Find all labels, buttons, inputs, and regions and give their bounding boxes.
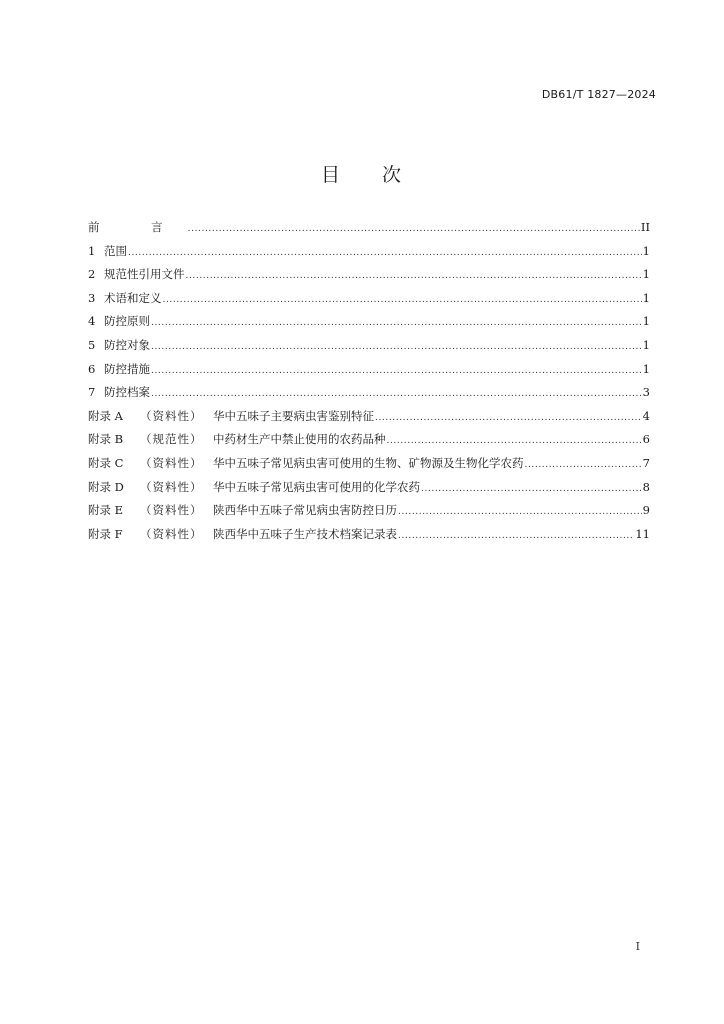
toc-entry-label: 防控原则 [104,314,150,329]
toc-entry-7[interactable] [88,384,650,408]
toc-entry-page: 3 [642,385,650,400]
toc-appendix-a[interactable] [88,408,650,432]
toc-appendix-f[interactable] [88,526,650,550]
toc-leader-dots [421,484,642,494]
toc-entry-label: 范围 [104,243,127,258]
toc-entry-number: 3 [88,290,96,305]
toc-appendix-e[interactable] [88,502,650,526]
toc-entry-foreword[interactable] [88,219,650,243]
toc-appendix-nature: （资料性） [140,455,203,470]
toc-entry-page: 1 [642,337,650,352]
toc-entry-5[interactable] [88,337,650,361]
toc-entry-1[interactable] [88,243,650,267]
toc-appendix-page: 9 [642,503,650,518]
toc-appendix-c[interactable] [88,455,650,479]
toc-appendix-number: 附录 E [88,503,124,518]
toc-entry-label: 术语和定义 [104,290,162,305]
toc-appendix-nature: （规范性） [140,432,203,447]
toc-appendix-nature: （资料性） [140,526,203,541]
toc-entry-number: 1 [88,243,96,258]
toc-appendix-number: 附录 C [88,455,124,470]
toc-leader-dots [188,224,640,234]
toc-appendix-nature: （资料性） [140,503,203,518]
toc-entry-page: 1 [642,361,650,376]
toc-entry-4[interactable] [88,313,650,337]
toc-entry-2[interactable] [88,266,650,290]
toc-leader-dots [151,389,642,399]
toc-appendix-nature: （资料性） [140,479,203,494]
toc-entry-label: 防控对象 [104,337,150,352]
toc-appendix-page: 8 [642,479,650,494]
toc-appendix-label: 中药材生产中禁止使用的农药品种 [213,432,386,447]
toc-entry-number: 4 [88,314,96,329]
toc-appendix-label: 陕西华中五味子生产技术档案记录表 [213,526,397,541]
toc-title [0,160,724,187]
toc-leader-dots [387,436,642,446]
toc-appendix-number: 附录 F [88,526,123,541]
toc-leader-dots [128,248,642,258]
toc-leader-dots [151,342,642,352]
toc-leader-dots [398,531,634,541]
toc-appendix-page: 11 [635,526,650,541]
toc-entry-label: 防控档案 [104,385,150,400]
toc-title-right: 次 [382,164,404,186]
toc-entry-3[interactable] [88,290,650,314]
toc-entry-label: 防控措施 [104,361,150,376]
toc-entry-number: 6 [88,361,96,376]
toc-leader-dots [163,295,642,305]
toc-leader-dots [398,507,642,517]
toc-entry-number: 7 [88,385,96,400]
toc-leader-dots [151,366,642,376]
toc-appendix-b[interactable] [88,431,650,455]
toc-appendix-label: 华中五味子主要病虫害鉴别特征 [213,408,374,423]
toc-appendix-label: 陕西华中五味子常见病虫害防控日历 [213,503,397,518]
table-of-contents [88,219,650,549]
toc-entry-page: 1 [642,243,650,258]
toc-leader-dots [525,460,642,470]
toc-appendix-page: 6 [642,432,650,447]
toc-leader-dots [375,413,642,423]
toc-leader-dots [151,318,642,328]
toc-appendix-page: 7 [642,455,650,470]
toc-appendix-label: 华中五味子常见病虫害可使用的化学农药 [213,479,420,494]
toc-appendix-number: 附录 D [88,479,124,494]
toc-appendix-page: 4 [642,408,650,423]
toc-entry-page: 1 [642,314,650,329]
toc-appendix-number: 附录 A [88,408,123,423]
toc-appendix-label: 华中五味子常见病虫害可使用的生物、矿物源及生物化学农药 [213,455,524,470]
toc-entry-label: 前 言 [88,220,187,234]
toc-appendix-number: 附录 B [88,432,124,447]
toc-entry-number: 5 [88,337,96,352]
toc-appendix-nature: （资料性） [140,408,203,423]
toc-leader-dots [186,271,642,281]
toc-title-left: 目 [320,164,342,186]
toc-appendix-d[interactable] [88,479,650,503]
toc-entry-page: 1 [642,290,650,305]
document-code: DB61/T 1827—2024 [541,88,656,101]
toc-entry-number: 2 [88,267,96,282]
toc-entry-page: II [640,220,650,234]
toc-entry-page: 1 [642,267,650,282]
page-number: I [635,940,640,953]
toc-entry-label: 规范性引用文件 [104,267,185,282]
toc-entry-6[interactable] [88,361,650,385]
